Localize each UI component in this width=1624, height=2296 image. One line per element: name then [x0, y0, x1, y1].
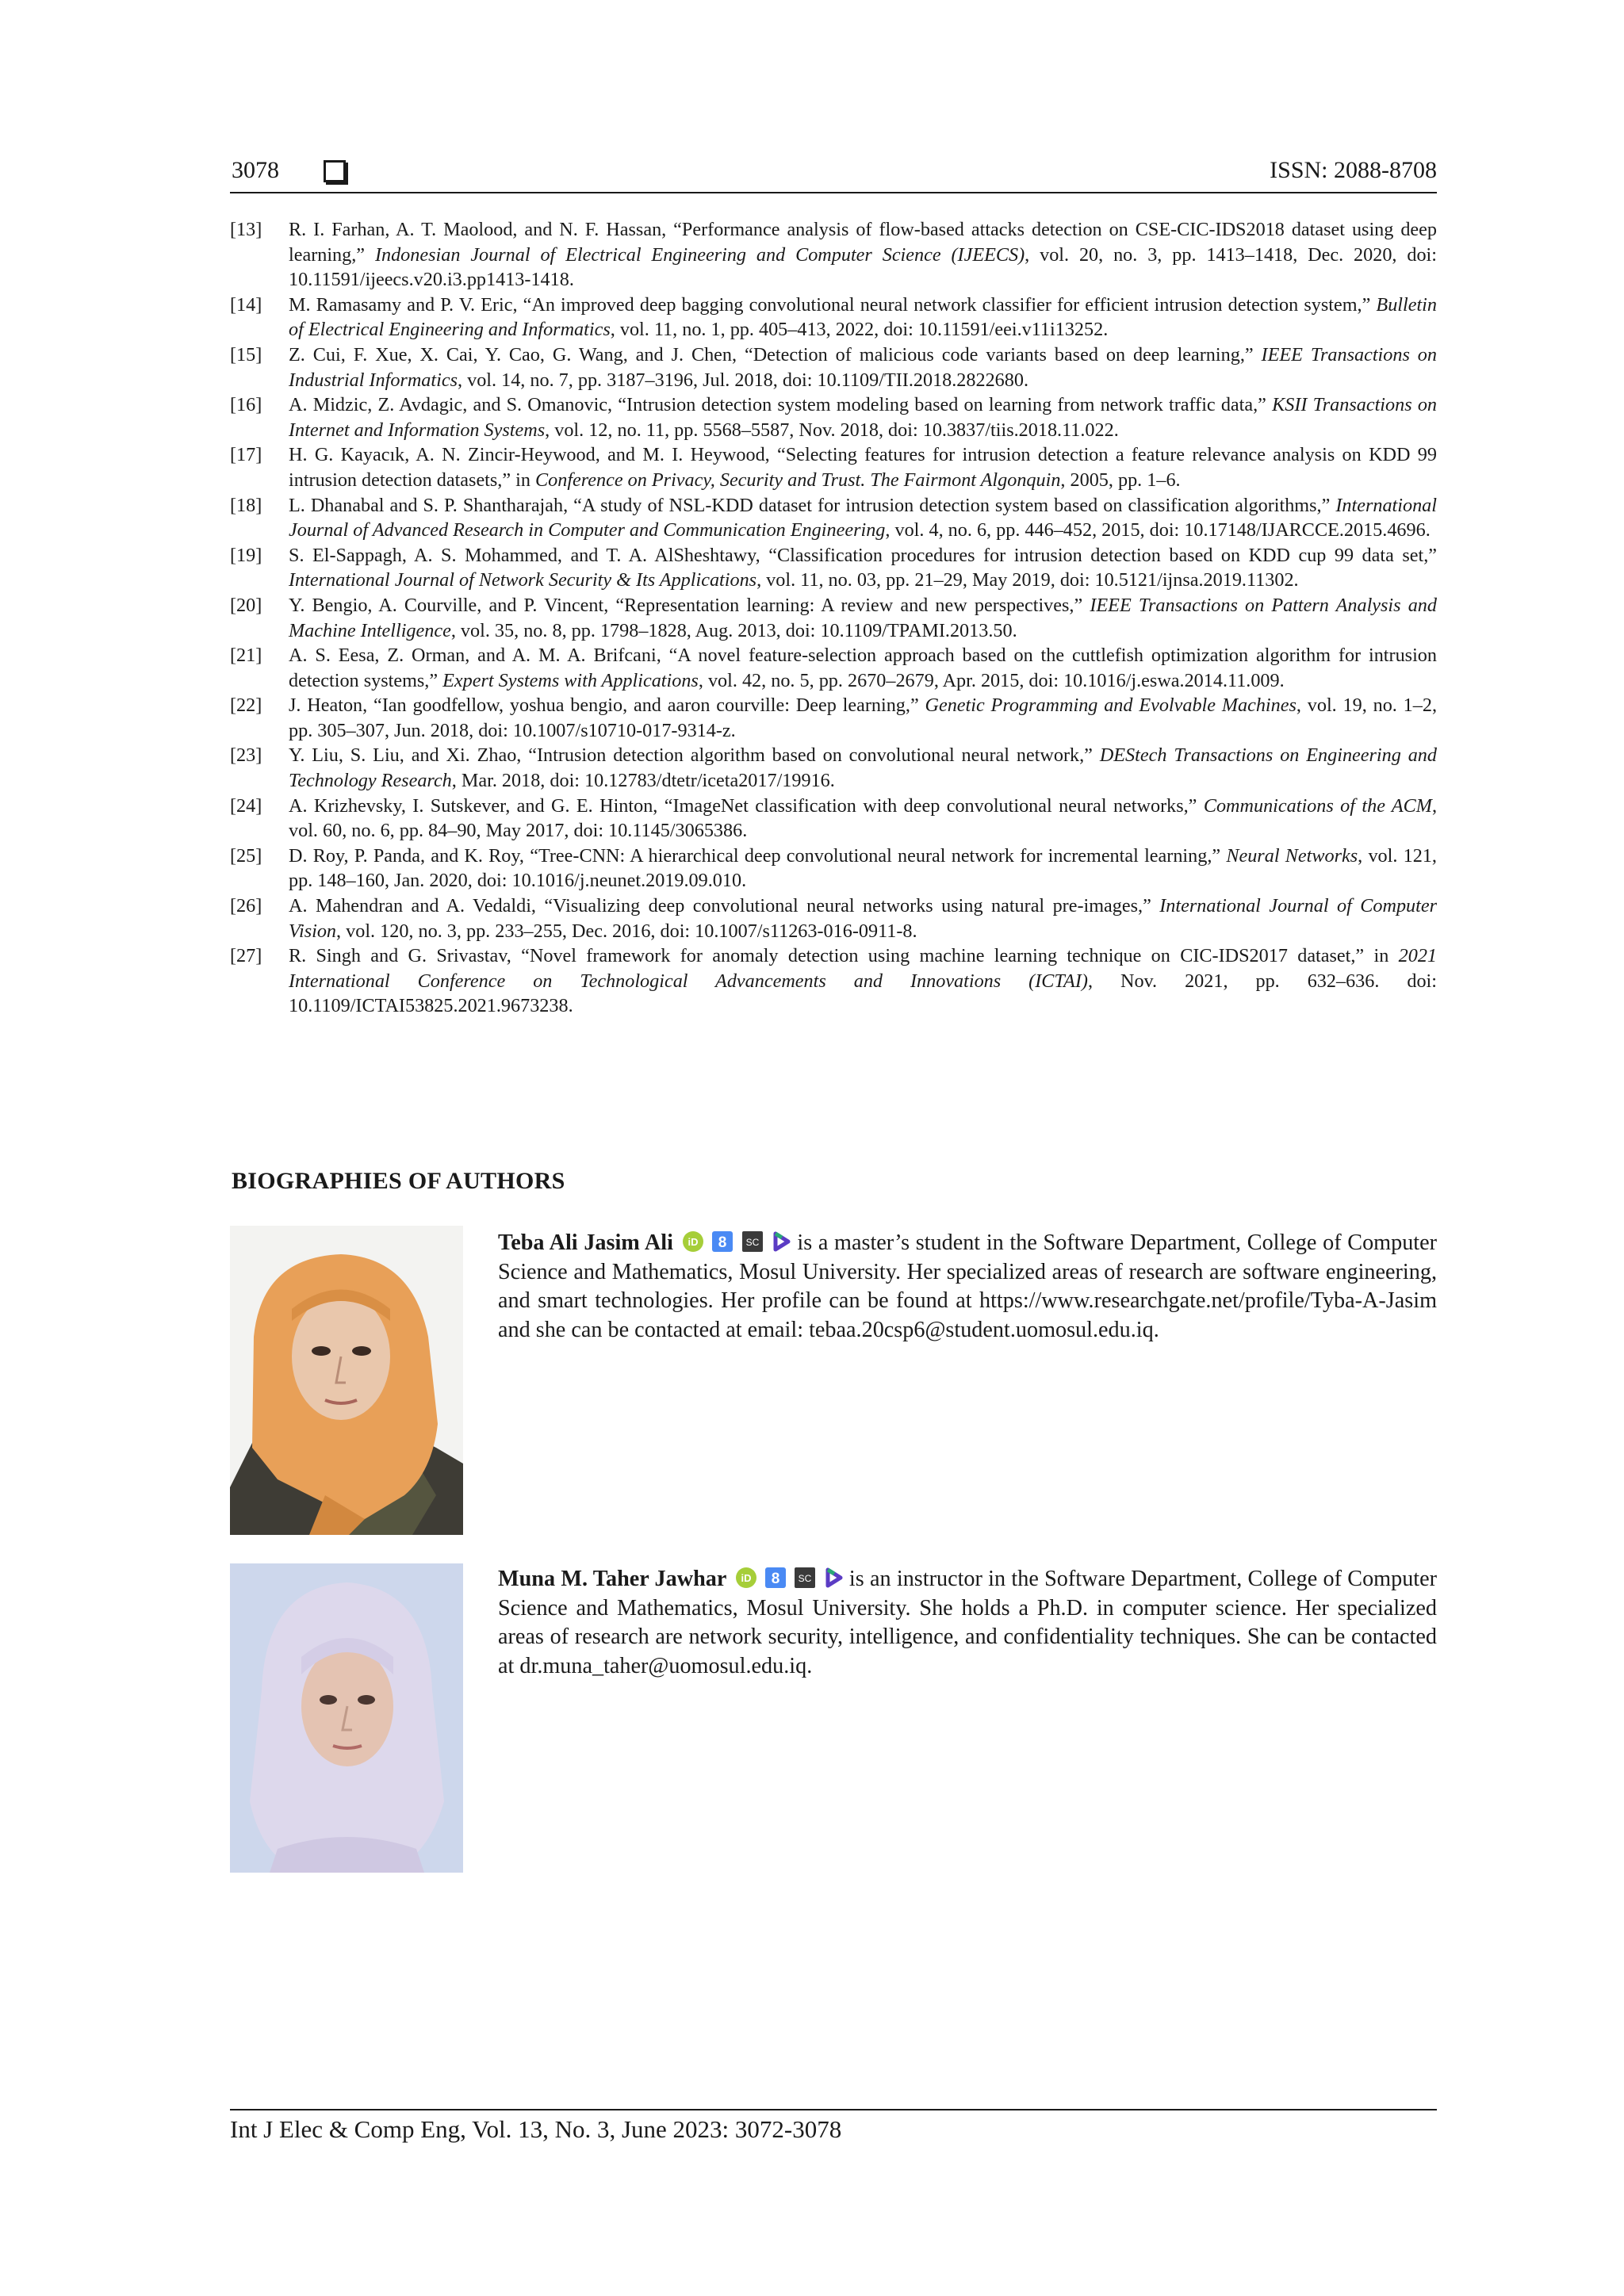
reference-venue: Bulletin of Electrical Engineering and Informatics: [289, 293, 1437, 341]
reference-number: [22]: [230, 695, 262, 717]
svg-text:SC: SC: [745, 1237, 760, 1248]
reference-venue: International Journal of Advanced Research in Computer and Communication Engineering: [289, 494, 1437, 541]
author-photo-teba: [230, 1226, 463, 1535]
reference-number: [16]: [230, 394, 262, 416]
reference-item: [230, 543, 1437, 593]
reference-venue: Communications of the ACM: [1203, 794, 1432, 817]
reference-venue: Neural Networks: [1226, 844, 1358, 867]
reference-text: [289, 543, 1437, 593]
publons-icon[interactable]: [772, 1231, 791, 1252]
reference-item: [230, 693, 1437, 743]
svg-text:8: 8: [718, 1234, 727, 1251]
reference-segment: , vol. 14, no. 7, pp. 3187–3196, Jul. 2018, doi: 10.1109/TII.2018.2822680.: [458, 369, 1029, 391]
reference-item: [230, 794, 1437, 844]
reference-text: [289, 493, 1437, 543]
svg-text:iD: iD: [741, 1572, 752, 1584]
reference-number: [25]: [230, 844, 262, 867]
reference-text: [289, 844, 1437, 894]
reference-segment: , vol. 120, no. 3, pp. 233–255, Dec. 2016, doi: 10.1007/s11263-016-0911-8.: [336, 920, 917, 942]
reference-number: [15]: [230, 343, 262, 365]
reference-text: [289, 693, 1437, 743]
reference-text: [289, 743, 1437, 793]
reference-segment: D. Roy, P. Panda, and K. Roy, “Tree-CNN: A hierarchical deep convolutional neural network for incremental learning,”: [289, 844, 1227, 867]
reference-item: [230, 493, 1437, 543]
reference-segment: A. Midzic, Z. Avdagic, and S. Omanovic, “Intrusion detection system modeling based on learning from network traffic data,”: [289, 394, 1273, 416]
svg-text:8: 8: [771, 1571, 780, 1587]
reference-segment: , vol. 35, no. 8, pp. 1798–1828, Aug. 2013, doi: 10.1109/TPAMI.2013.50.: [450, 619, 1017, 641]
publons-icon[interactable]: [825, 1567, 844, 1588]
author-photo-muna: [230, 1563, 463, 1873]
reference-text: [289, 943, 1437, 1019]
reference-text: [289, 293, 1437, 342]
author-name: Muna M. Taher Jawhar: [498, 1567, 727, 1591]
reference-segment: L. Dhanabal and S. P. Shantharajah, “A study of NSL-KDD dataset for intrusion detection system based on classification algorithms,”: [289, 494, 1336, 516]
reference-number: [23]: [230, 744, 262, 767]
reference-segment: A. Krizhevsky, I. Sutskever, and G. E. Hinton, “ImageNet classification with deep convolutional neural networks,”: [289, 794, 1204, 817]
reference-venue: Genetic Programming and Evolvable Machines: [925, 695, 1297, 717]
reference-segment: H. G. Kayacık, A. N. Zincir-Heywood, and M. I. Heywood, “Selecting features for intrusion detection a feature relevance analysis on KDD 99 intrusion detection datasets,” in: [289, 444, 1437, 491]
reference-item: [230, 392, 1437, 442]
reference-venue: IEEE Transactions on Industrial Informatics: [289, 343, 1437, 391]
reference-venue: DEStech Transactions on Engineering and Technology Research: [289, 744, 1437, 792]
reference-number: [19]: [230, 544, 262, 566]
reference-list: [230, 217, 1437, 1019]
reference-segment: M. Ramasamy and P. V. Eric, “An improved deep bagging convolutional neural network classifier for efficient intrusion detection system,”: [289, 293, 1377, 316]
author-bio-text: is a master’s student in the Software Department, College of Computer Science and Mathematics, Mosul University. Her specialized areas of research are software engineering, and smart technologies. Her profile can be found at https://www.researchgate.net/profile/Tyba-A-Jasim and she can be contacted at email: tebaa.20csp6@student.uomosul.edu.iq.: [498, 1230, 1438, 1342]
journal-citation-footer: Int J Elec & Comp Eng, Vol. 13, No. 3, June 2023: 3072-3078: [230, 2115, 842, 2143]
reference-segment: , Mar. 2018, doi: 10.12783/dtetr/iceta2017/19916.: [451, 770, 835, 792]
reference-number: [17]: [230, 444, 262, 466]
reference-segment: Y. Bengio, A. Courville, and P. Vincent, “Representation learning: A review and new perspectives,”: [289, 594, 1090, 616]
author-bio-teba: [498, 1229, 1437, 1345]
scopus-icon[interactable]: [795, 1567, 815, 1588]
svg-text:SC: SC: [798, 1573, 812, 1584]
reference-venue: International Journal of Computer Vision: [289, 895, 1438, 942]
reference-segment: Z. Cui, F. Xue, X. Cai, Y. Cao, G. Wang, and J. Chen, “Detection of malicious code variants based on deep learning,”: [289, 343, 1262, 365]
reference-segment: , vol. 12, no. 11, pp. 5568–5587, Nov. 2018, doi: 10.3837/tiis.2018.11.022.: [545, 419, 1119, 441]
reference-item: [230, 293, 1437, 342]
reference-venue: IEEE Transactions on Pattern Analysis and Machine Intelligence: [289, 594, 1437, 641]
orcid-icon[interactable]: [683, 1231, 703, 1252]
reference-venue: International Journal of Network Security & Its Applications: [289, 569, 757, 591]
reference-segment: S. El-Sappagh, A. S. Mohammed, and T. A. AlSheshtawy, “Classification procedures for intrusion detection based on KDD cup 99 data set,”: [289, 544, 1437, 566]
reference-segment: A. Mahendran and A. Vedaldi, “Visualizing deep convolutional neural networks using natural pre-images,”: [289, 895, 1160, 917]
reference-number: [13]: [230, 219, 262, 240]
reference-number: [14]: [230, 293, 262, 316]
reference-item: [230, 442, 1437, 492]
reference-segment: , vol. 42, no. 5, pp. 2670–2679, Apr. 2015, doi: 10.1016/j.eswa.2014.11.009.: [698, 669, 1285, 691]
author-name: Teba Ali Jasim Ali: [498, 1230, 673, 1255]
reference-segment: , vol. 11, no. 03, pp. 21–29, May 2019, doi: 10.5121/ijnsa.2019.11302.: [756, 569, 1299, 591]
reference-venue: Conference on Privacy, Security and Trust. The Fairmont Algonquin: [535, 469, 1061, 491]
reference-venue: Expert Systems with Applications: [442, 669, 699, 691]
reference-segment: R. Singh and G. Srivastav, “Novel framework for anomaly detection using machine learning technique on CIC-IDS2017 dataset,” in: [289, 945, 1399, 967]
reference-text: [289, 643, 1437, 693]
reference-text: [289, 442, 1437, 492]
reference-text: [289, 894, 1437, 943]
reference-item: [230, 342, 1437, 392]
author-bio-muna: [498, 1565, 1437, 1681]
reference-segment: , vol. 19, no. 1–2, pp. 305–307, Jun. 2018, doi: 10.1007/s10710-017-9314-z.: [289, 695, 1437, 741]
reference-venue: Indonesian Journal of Electrical Engineering and Computer Science (IJEECS): [374, 243, 1025, 266]
reference-venue: KSII Transactions on Internet and Information Systems: [289, 394, 1438, 441]
reference-item: [230, 643, 1437, 693]
orcid-icon[interactable]: [736, 1567, 756, 1588]
page-number: 3078: [232, 157, 279, 183]
reference-segment: , vol. 11, no. 1, pp. 405–413, 2022, doi: 10.11591/eei.v11i13252.: [610, 319, 1109, 341]
reference-number: [21]: [230, 645, 262, 667]
svg-text:iD: iD: [688, 1236, 699, 1248]
square-bullet-icon: [324, 160, 346, 182]
reference-item: [230, 943, 1437, 1019]
reference-text: [289, 593, 1437, 643]
reference-number: [24]: [230, 794, 262, 817]
reference-venue: 2021 International Conference on Technological Advancements and Innovations (ICTAI): [289, 945, 1437, 992]
reference-text: [289, 342, 1437, 392]
author-bio-text: is an instructor in the Software Department, College of Computer Science and Mathematics, Mosul University. She holds a Ph.D. in computer science. Her specialized areas of research are network security, intelligence, and confidentiality techniques. She can be contacted at dr.muna_taher@uomosul.edu.iq.: [498, 1567, 1438, 1678]
running-header: [230, 155, 1437, 192]
reference-segment: R. I. Farhan, A. T. Maolood, and N. F. Hassan, “Performance analysis of flow-based attacks detection on CSE-CIC-IDS2018 dataset using deep learning,”: [289, 219, 1437, 266]
reference-number: [27]: [230, 945, 262, 967]
reference-item: [230, 894, 1437, 943]
google-scholar-icon[interactable]: [765, 1567, 786, 1588]
reference-text: [289, 794, 1437, 844]
reference-segment: , Nov. 2021, pp. 632–636. doi: 10.1109/ICTAI53825.2021.9673238.: [289, 970, 1438, 1017]
reference-segment: , vol. 60, no. 6, pp. 84–90, May 2017, doi: 10.1145/3065386.: [289, 794, 1437, 842]
reference-segment: A. S. Eesa, Z. Orman, and A. M. A. Brifcani, “A novel feature-selection approach based on the cuttlefish optimization algorithm for intrusion detection systems,”: [289, 645, 1437, 691]
reference-number: [26]: [230, 895, 262, 917]
google-scholar-icon[interactable]: [712, 1231, 733, 1252]
reference-item: [230, 844, 1437, 894]
reference-segment: , 2005, pp. 1–6.: [1060, 469, 1181, 491]
reference-text: [289, 217, 1437, 293]
reference-item: [230, 217, 1437, 293]
issn-label: ISSN: 2088-8708: [1270, 157, 1437, 183]
reference-number: [18]: [230, 494, 262, 516]
reference-number: [20]: [230, 594, 262, 616]
reference-item: [230, 593, 1437, 643]
reference-segment: , vol. 121, pp. 148–160, Jan. 2020, doi: 10.1016/j.neunet.2019.09.010.: [289, 844, 1437, 892]
header-rule: [230, 192, 1437, 193]
scopus-icon[interactable]: [742, 1231, 763, 1252]
reference-segment: J. Heaton, “Ian goodfellow, yoshua bengio, and aaron courville: Deep learning,”: [289, 695, 925, 717]
reference-segment: , vol. 4, no. 6, pp. 446–452, 2015, doi: 10.17148/IJARCCE.2015.4696.: [885, 519, 1431, 541]
footer-rule: [230, 2109, 1437, 2110]
reference-text: [289, 392, 1437, 442]
reference-item: [230, 743, 1437, 793]
reference-segment: Y. Liu, S. Liu, and Xi. Zhao, “Intrusion detection algorithm based on convolutional neural network,”: [289, 744, 1100, 767]
biographies-heading: BIOGRAPHIES OF AUTHORS: [232, 1168, 565, 1194]
reference-segment: , vol. 20, no. 3, pp. 1413–1418, Dec. 2020, doi: 10.11591/ijeecs.v20.i3.pp1413-1418.: [289, 243, 1437, 291]
